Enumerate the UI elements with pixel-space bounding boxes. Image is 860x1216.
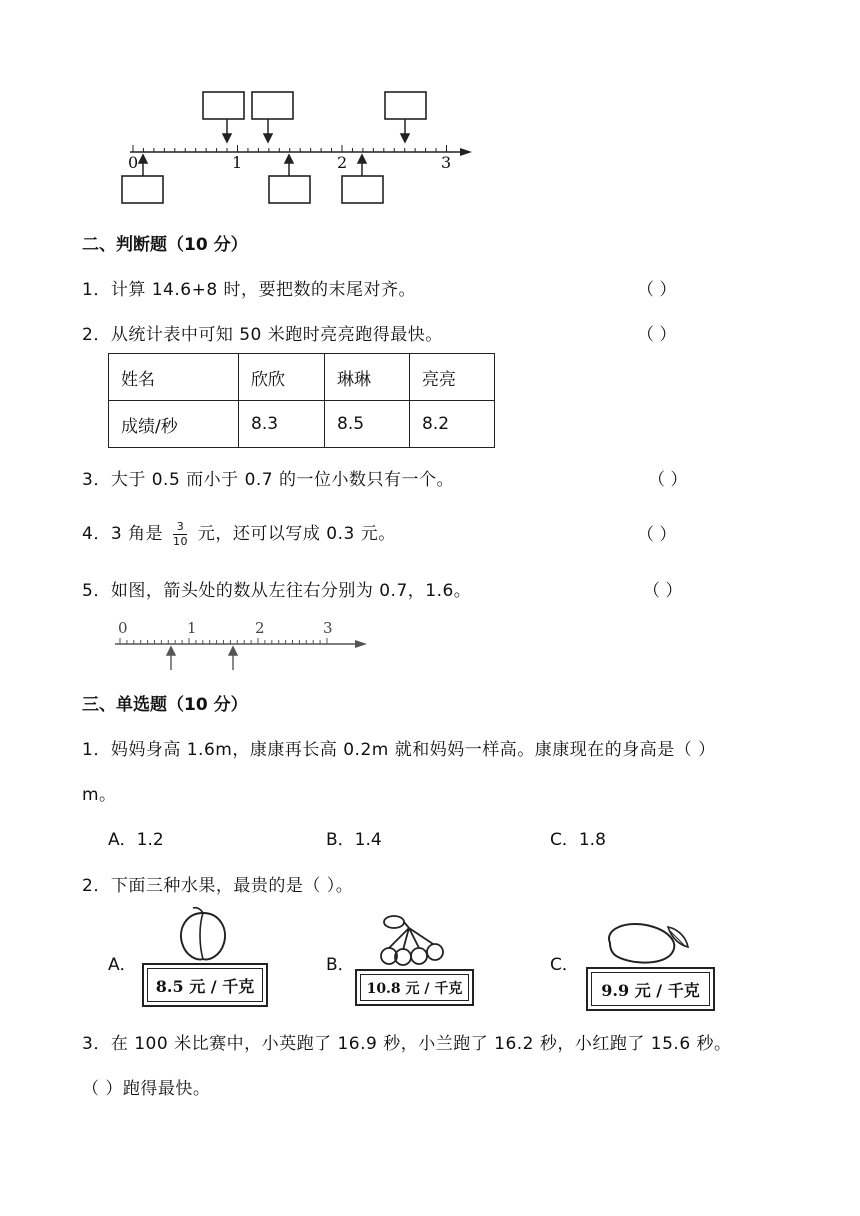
question-text-cont: m。 [82,785,117,805]
answer-box [203,92,244,119]
question-text: 2．下面三种水果，最贵的是（ ）。 [82,876,354,896]
answer-paren[interactable]: （ ） [637,325,677,345]
table-cell: 8.5 [325,401,410,448]
price-tag [586,967,715,1011]
tick-label: 3 [323,619,333,637]
option-b[interactable]: B． [326,955,355,975]
option-c[interactable]: C．1.8 [550,830,606,850]
question-text-cont: （ ）跑得最快。 [82,1079,211,1099]
question-text: 3．在 100 米比赛中，小英跑了 16.9 秒，小兰跑了 16.2 秒，小红跑了 15.6 秒。 [82,1034,732,1054]
answer-paren[interactable]: （ ） [637,280,677,300]
answer-box [385,92,426,119]
price-text: 10.8 元 / 千克 [360,974,469,1001]
peach-icon [172,905,234,963]
table-row [109,354,495,401]
answer-box [252,92,293,119]
tick-label: 3 [441,153,452,172]
fraction [173,521,188,548]
question-text [82,519,396,548]
tick-label: 0 [118,619,128,637]
question-text: 2．从统计表中可知 50 米跑时亮亮跑得最快。 [82,325,443,345]
answer-box [122,176,163,203]
tick-label: 0 [128,153,139,172]
table-cell: 8.3 [239,401,325,448]
answer-box [342,176,383,203]
tick-label: 2 [255,619,265,637]
option-c[interactable]: C． [550,955,579,975]
answer-paren[interactable]: （ ） [637,525,677,545]
answer-paren[interactable]: （ ） [643,581,683,601]
question-text: 1．妈妈身高 1.6m，康康再长高 0.2m 就和妈妈一样高。康康现在的身高是（ ） [82,740,716,760]
question-text: 3．大于 0.5 而小于 0.7 的一位小数只有一个。 [82,470,455,490]
tick-label: 1 [232,153,243,172]
price-tag [142,963,268,1007]
tick-label: 2 [337,153,348,172]
question-suffix: 元，还可以写成 0.3 元。 [197,524,396,544]
question-text: 5．如图，箭头处的数从左往右分别为 0.7，1.6。 [82,581,472,601]
section-heading: 二、判断题（10 分） [82,235,248,255]
price-text: 9.9 元 / 千克 [591,972,710,1006]
option-b[interactable]: B．1.4 [326,830,382,850]
table-cell: 琳琳 [325,354,410,401]
small-number-line [110,615,375,673]
question-text: 1．计算 14.6+8 时，要把数的末尾对齐。 [82,280,417,300]
question-prefix: 4．3 角是 [82,524,164,544]
table-cell: 欣欣 [239,354,325,401]
answer-box [269,176,310,203]
number-line-figure [110,85,490,210]
score-table [108,353,495,448]
mango-icon [598,915,693,970]
price-text: 8.5 元 / 千克 [147,968,263,1002]
tick-label: 1 [187,619,197,637]
option-a[interactable]: A． [108,955,137,975]
table-row [109,401,495,448]
fraction-numerator: 3 [176,519,185,533]
fraction-denominator: 10 [172,534,188,548]
table-cell: 亮亮 [410,354,495,401]
table-cell: 姓名 [109,354,239,401]
table-cell: 成绩/秒 [109,401,239,448]
option-a[interactable]: A．1.2 [108,830,164,850]
answer-paren[interactable]: （ ） [648,470,688,490]
section-heading: 三、单选题（10 分） [82,695,248,715]
cherries-icon [375,912,450,967]
price-tag [355,969,474,1006]
table-cell: 8.2 [410,401,495,448]
